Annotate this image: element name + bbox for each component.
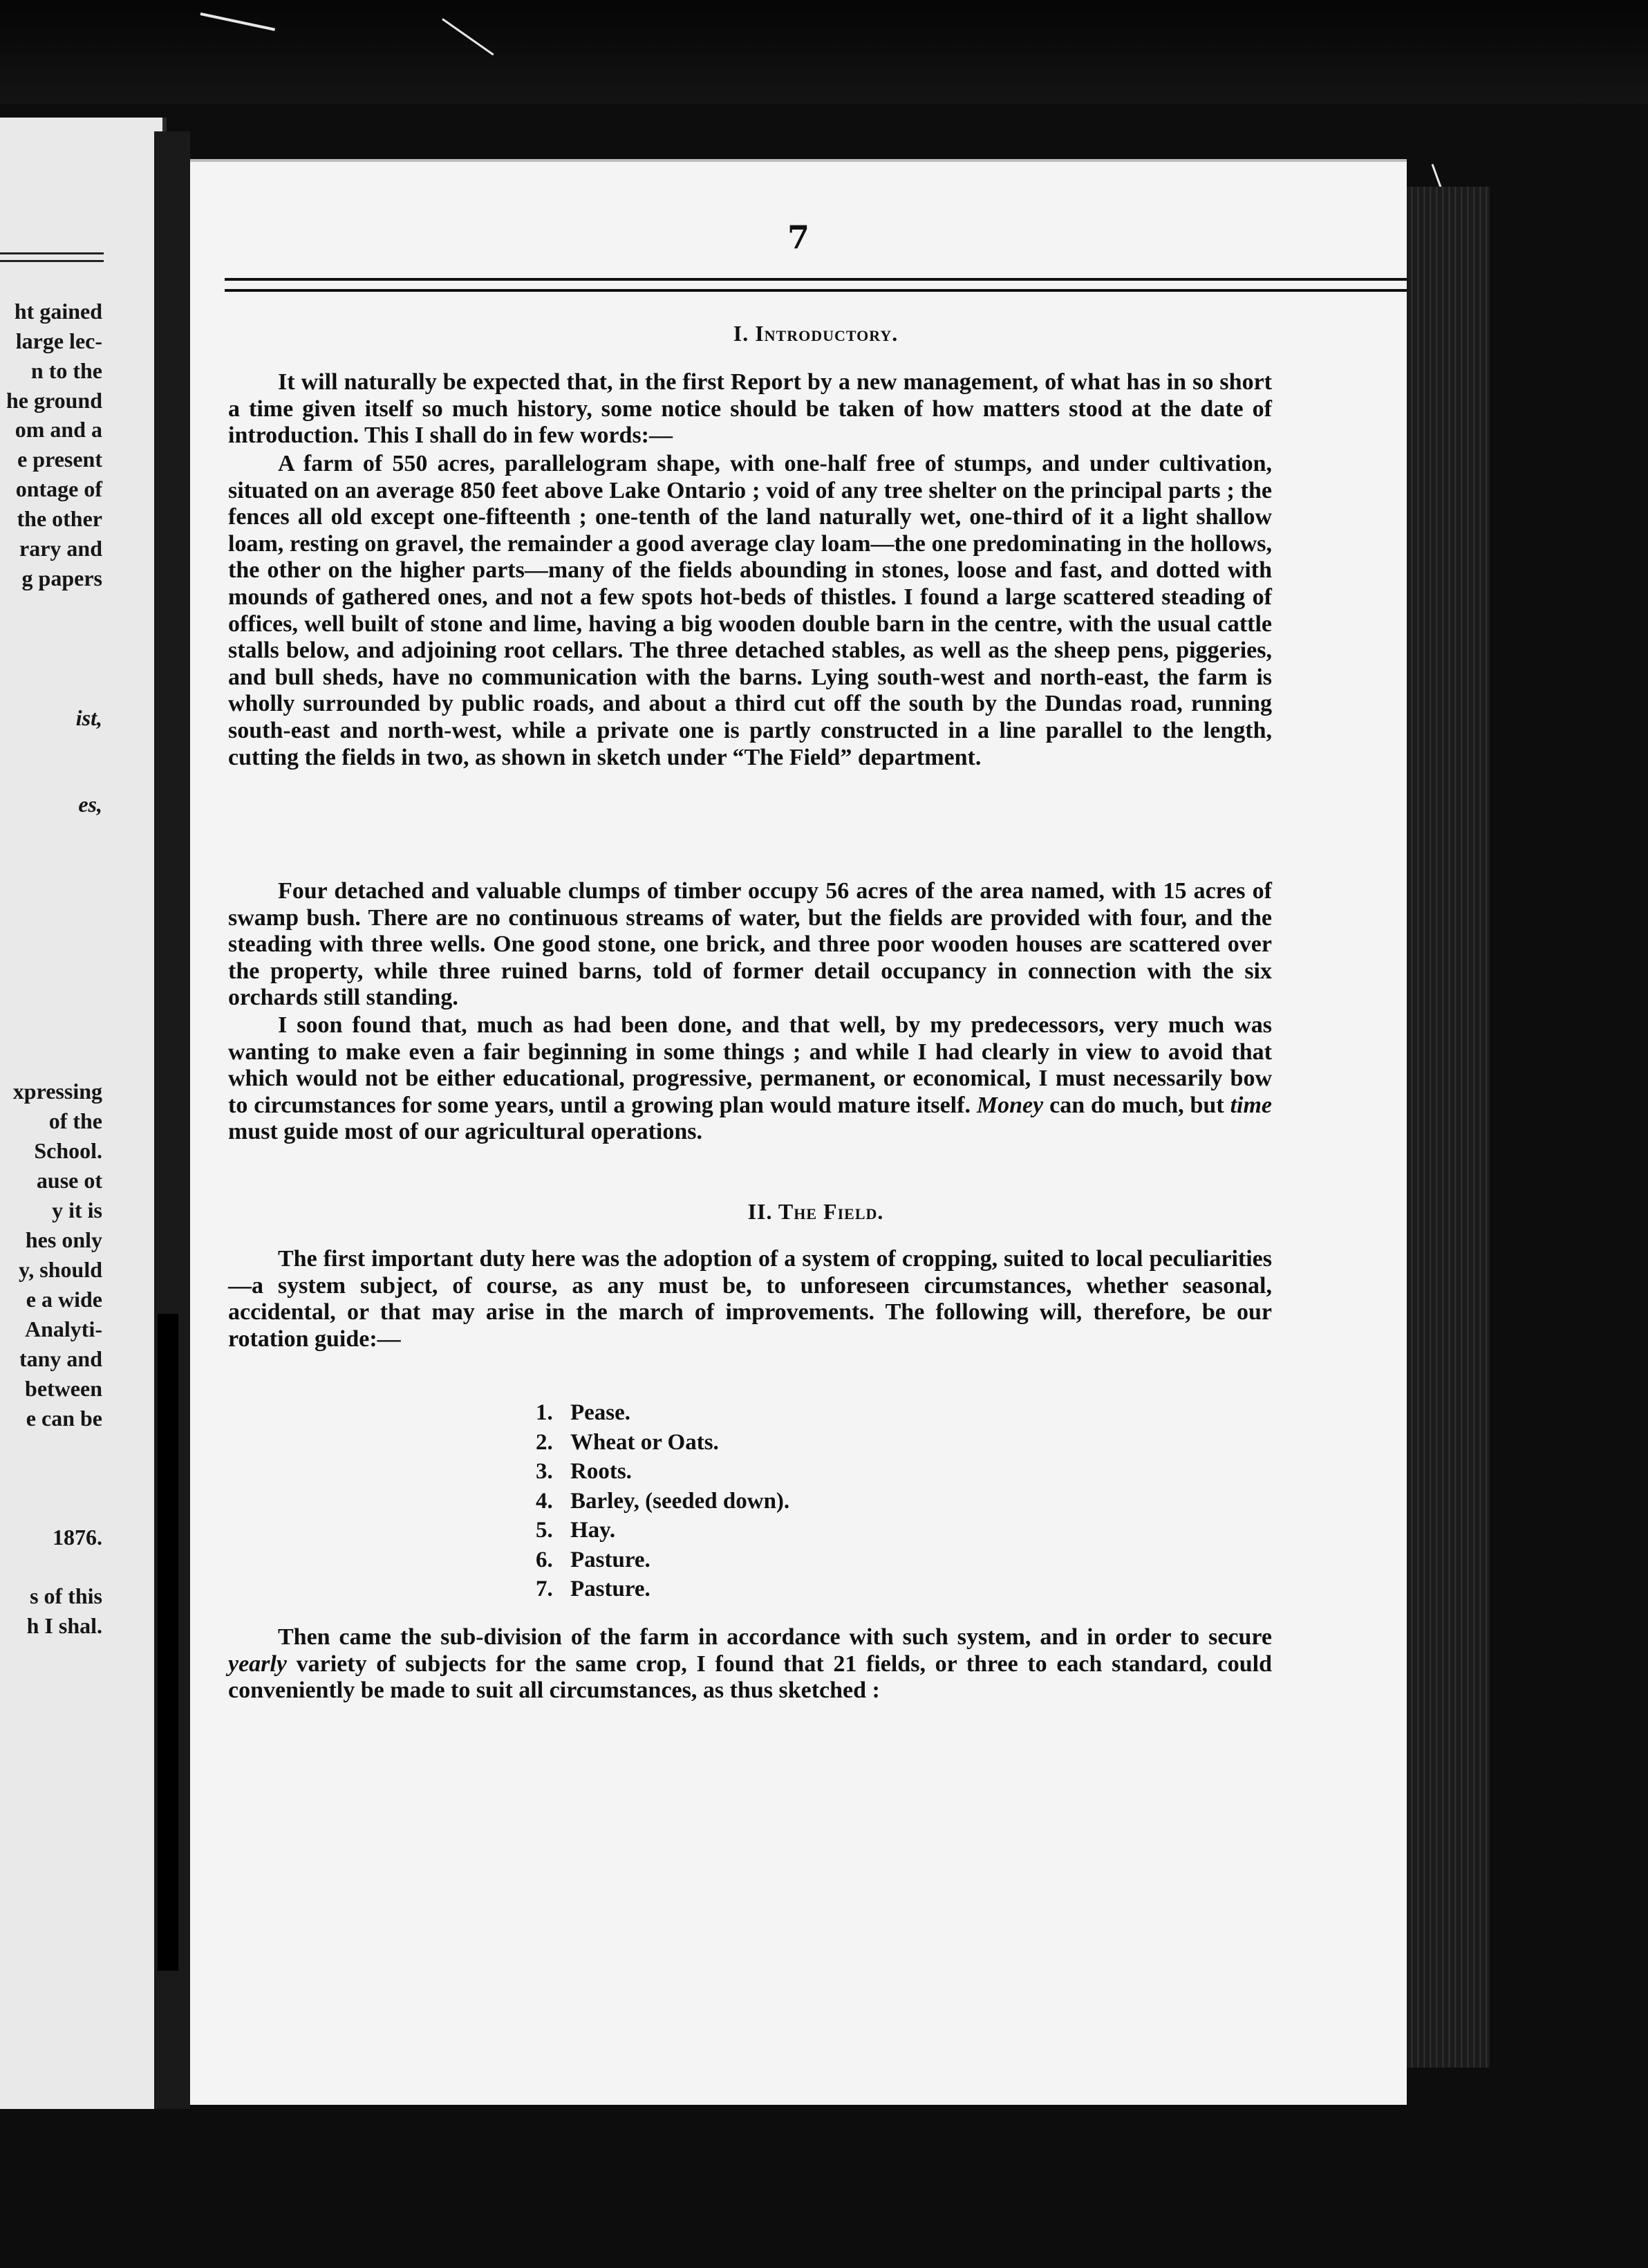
list-number: 1. (536, 1400, 553, 1425)
header-double-rule (225, 278, 1407, 292)
previous-page-line: om and a (15, 417, 102, 442)
previous-page-line: tany and (19, 1346, 102, 1371)
list-item (536, 1487, 789, 1516)
document-page (190, 159, 1407, 2105)
paragraph-text: variety of subjects for the same crop, I found that 21 fields, or three to each standard, could conveniently be made to suit all circumstances, as thus sketched : (228, 1651, 1273, 1704)
list-number: 5. (536, 1518, 553, 1543)
paragraph-text: I soon found that, much as had been done, and that well, by my predecessors, very much was wanting to make even a fair beginning in some things ; and while I had clearly in view to avoid that which would not be either educational, progressive, permanent, or economical, I must necessarily bow to circumstances for some years, until a growing plan would mature itself. (228, 1012, 1272, 1118)
list-item (536, 1574, 789, 1604)
paragraph (228, 1624, 1272, 1704)
previous-page-line: e present (17, 447, 102, 472)
crop-name: Pasture. (570, 1577, 650, 1601)
list-item (536, 1545, 789, 1575)
crop-name: Roots. (570, 1459, 632, 1484)
previous-page-line: ht gained (14, 299, 102, 324)
previous-page-line: ist, (75, 705, 102, 730)
list-item (536, 1457, 789, 1487)
list-number: 2. (536, 1429, 553, 1455)
paragraph: It will naturally be expected that, in the first Report by a new management, of what has in so short a time given itself so much history, some notice should be taken of how matters stood at the date of introduction. This I shall do in few words:— (228, 369, 1272, 449)
list-number: 6. (536, 1547, 553, 1572)
previous-page-line: y, should (19, 1257, 102, 1282)
crop-name: Hay. (570, 1518, 616, 1543)
previous-page-line: s of this (30, 1583, 102, 1608)
previous-page-line: ontage of (15, 476, 102, 501)
paragraph-text: can do much, but (1049, 1092, 1224, 1118)
paragraph-text: Then came the sub-division of the farm in accordance with such system, and in order to secure (278, 1624, 1272, 1650)
previous-page-line: h I shal. (26, 1613, 102, 1638)
page-number: 7 (787, 219, 809, 256)
previous-page-line: n to the (30, 358, 102, 383)
crop-name: Barley, (seeded down). (570, 1488, 790, 1514)
section-heading-introductory: I. Introductory. (733, 321, 899, 346)
previous-page-line: e a wide (26, 1287, 102, 1312)
paragraph-text: must guide most of our agricultural operations. (228, 1119, 702, 1145)
previous-page-line: of the (48, 1108, 102, 1133)
previous-page-rule (0, 252, 104, 262)
previous-page-fragment (0, 118, 167, 2109)
previous-page-line: he ground (6, 388, 102, 413)
list-item (536, 1428, 789, 1458)
paragraph: The first important duty here was the adoption of a system of cropping, suited to local peculiarities—a system subject, of course, as any must be, to unforeseen circumstances, whether seasonal, accidental, or that may arise in the march of improvements. The following will, therefore, be our rotation guide:— (228, 1246, 1272, 1352)
rotation-list (536, 1398, 789, 1604)
previous-page-line: 1876. (53, 1525, 102, 1550)
book-gutter-shadow (158, 1314, 178, 1971)
crop-name: Pease. (570, 1400, 631, 1425)
emphasized-word: time (1230, 1092, 1273, 1118)
previous-page-line: es, (78, 792, 102, 817)
previous-page-line: y it is (52, 1198, 102, 1223)
crop-name: Wheat or Oats. (570, 1429, 719, 1455)
list-item (536, 1516, 789, 1545)
previous-page-line: large lec- (15, 328, 102, 353)
paragraph: Four detached and valuable clumps of timber occupy 56 acres of the area named, with 15 acres of swamp bush. There are no continuous streams of water, but the fields are provided with four, and the steading with three wells. One good stone, one brick, and three poor wooden houses are scattered over the property, while three ruined barns, told of former detail occupancy in connection with the six orchards still standing. (228, 878, 1272, 1011)
previous-page-line: School. (34, 1138, 102, 1163)
previous-page-line: the other (17, 506, 102, 531)
paragraph (228, 1012, 1272, 1146)
section-heading-the-field: II. The Field. (747, 1199, 884, 1224)
crop-name: Pasture. (570, 1547, 650, 1572)
previous-page-line: g papers (21, 566, 102, 591)
list-number: 3. (536, 1459, 553, 1484)
book-page-edges (1407, 187, 1490, 2067)
emphasized-word: Money (976, 1092, 1044, 1118)
previous-page-line: hes only (25, 1227, 102, 1252)
previous-page-line: between (25, 1376, 102, 1401)
list-item (536, 1398, 789, 1428)
previous-page-line: e can be (26, 1406, 102, 1431)
emphasized-word: yearly (228, 1651, 287, 1677)
list-number: 4. (536, 1488, 553, 1514)
list-number: 7. (536, 1577, 553, 1601)
scan-background (0, 0, 1648, 104)
previous-page-line: xpressing (12, 1079, 102, 1104)
previous-page-line: ause ot (36, 1168, 102, 1193)
previous-page-line: rary and (19, 536, 102, 561)
previous-page-line: Analyti- (25, 1317, 102, 1341)
paragraph: A farm of 550 acres, parallelogram shape, with one-half free of stumps, and under cultivation, situated on an average 850 feet above Lake Ontario ; void of any tree shelter on the principal parts ; the fences all old except one-fifteenth ; one-tenth of the land naturally wet, one-third of it a light shallow loam, resting on gravel, the remainder a good average clay loam—the one predominating in the hollows, the other on the higher parts—many of the fields abounding in stones, loose and fast, and dotted with mounds of gathered ones, and not a few spots hot-beds of thistles. I found a large scattered steading of offices, well built of stone and lime, having a big wooden double barn in the centre, with the usual cattle stalls below, and adjoining root cellars. The three detached stables, as well as the sheep pens, piggeries, and bull sheds, have no communication with the barns. Lying south-west and north-east, the farm is wholly surrounded by public roads, and about a third cut off the south by the Dundas road, running south-east and north-west, while a private one is partly constructed in a line parallel to the length, cutting the fields in two, as shown in sketch under “The Field” department. (228, 451, 1272, 770)
